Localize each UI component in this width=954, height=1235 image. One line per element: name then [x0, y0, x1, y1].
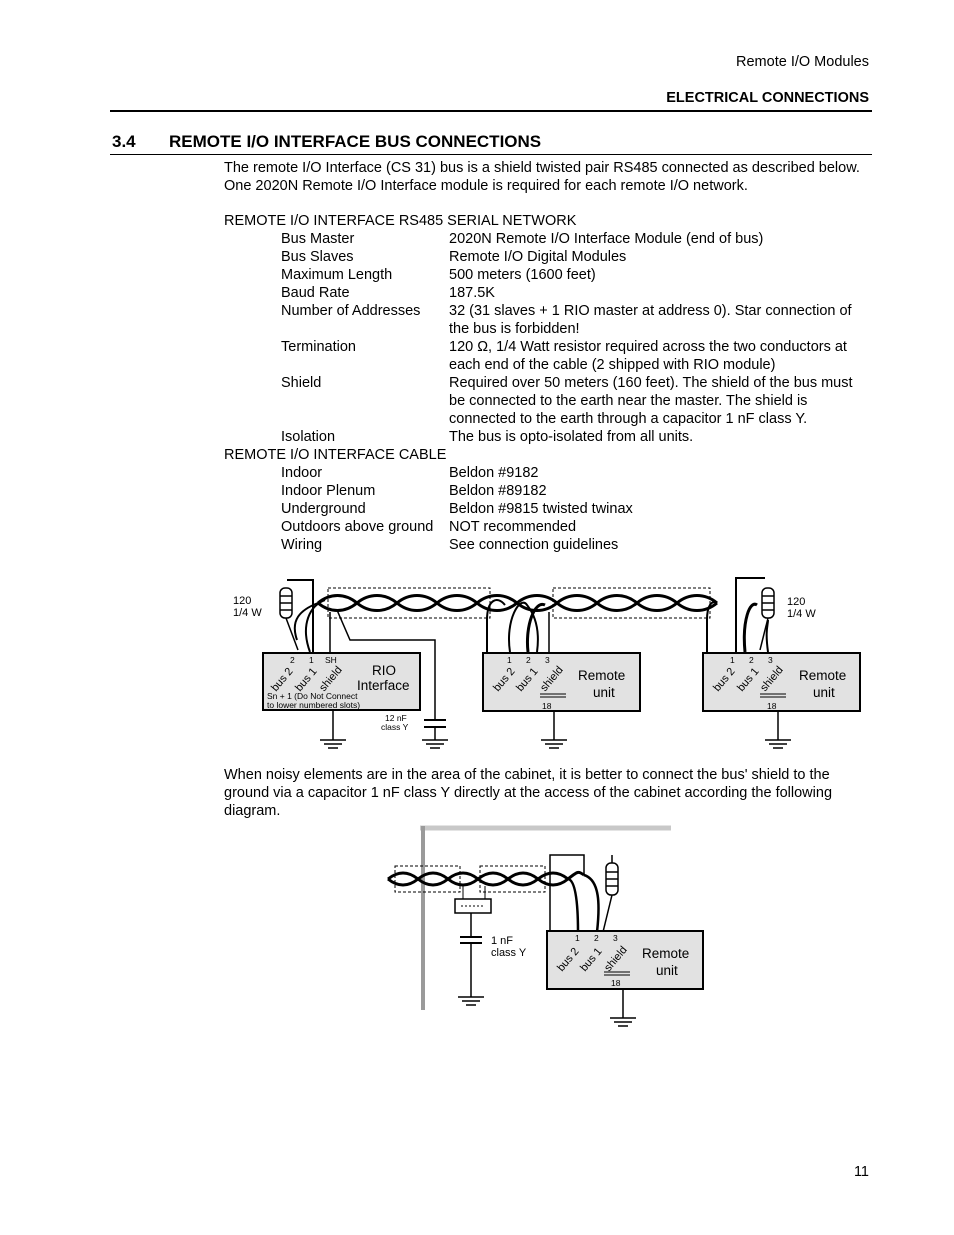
- spec-label: Indoor Plenum: [281, 483, 376, 499]
- noise-paragraph: When noisy elements are in the area of the cabinet, it is better to connect the bus' shield to the ground via a capacitor 1 nF class Y directly at the access of the cabinet according the following diagram.: [224, 767, 833, 819]
- remote-unit-2: [703, 653, 860, 711]
- rio-interface-module: [263, 653, 420, 710]
- unit-term-bus1: bus 1: [514, 665, 541, 694]
- capacitor-icon: [422, 720, 448, 748]
- section-title: REMOTE I/O INTERFACE BUS CONNECTIONS: [169, 132, 542, 151]
- right-resistor-value: 120: [787, 596, 806, 608]
- remote-unit-1: [483, 653, 640, 711]
- rio-pin-2: 2: [290, 655, 295, 665]
- spec-label: Baud Rate: [281, 285, 350, 301]
- rio-term-bus2: bus 2: [269, 665, 296, 694]
- spec-value: Beldon #89182: [449, 483, 547, 499]
- right-term-lead: [736, 578, 765, 652]
- running-header-title: Remote I/O Modules: [736, 54, 869, 70]
- page-number: 11: [853, 1164, 869, 1180]
- unit-term-bus2: bus 2: [491, 665, 518, 694]
- unit2-ground-icon: [765, 711, 791, 748]
- unit-pin-3: 3: [768, 655, 773, 665]
- unit-term-bus2: bus 2: [711, 665, 738, 694]
- shield-segment-1: [328, 588, 490, 618]
- section-number: 3.4: [112, 132, 136, 151]
- spec-label: Outdoors above ground: [281, 519, 434, 535]
- right-resistor-rating: 1/4 W: [787, 608, 816, 620]
- spec-value: NOT recommended: [449, 519, 577, 535]
- cabinet-unit-ground-icon: [610, 989, 636, 1026]
- shield-segment-inside: [480, 866, 545, 892]
- shield-segment-2: [553, 588, 710, 618]
- spec-label: Wiring: [281, 537, 323, 553]
- unit-pin-1: 1: [575, 933, 580, 943]
- spec-value: Remote I/O Digital Modules: [449, 249, 627, 265]
- unit-name-line1: Remote: [799, 668, 847, 683]
- spec-value: 500 meters (1600 feet): [449, 267, 596, 283]
- spec-label: Shield: [281, 375, 322, 391]
- cabinet-capacitor-value: 1 nF: [491, 935, 514, 947]
- unit-term-shield: shield: [602, 944, 630, 974]
- capacitor-value: 12 nF: [385, 713, 407, 723]
- intro-paragraph: The remote I/O Interface (CS 31) bus is a shield twisted pair RS485 connected as described below. One 2020N Remote I/O Interface module is required for each remote I/O network.: [224, 160, 860, 194]
- cable-heading: REMOTE I/O INTERFACE CABLE: [224, 447, 447, 463]
- cabinet-resistor-lead: [603, 895, 612, 932]
- spec-label: Termination: [281, 339, 356, 355]
- unit-pin-2: 2: [749, 655, 754, 665]
- spec-value: Beldon #9815 twisted twinax: [449, 501, 633, 517]
- spec-value: The bus is opto-isolated from all units.: [449, 429, 694, 445]
- unit-name-line2: unit: [656, 963, 678, 978]
- spec-label: Underground: [281, 501, 366, 517]
- cabinet-wire-b: [388, 873, 568, 885]
- capacitor-class: class Y: [381, 722, 409, 732]
- spec-label: Maximum Length: [281, 267, 393, 283]
- unit-term-bus2: bus 2: [555, 945, 582, 974]
- spec-value: 120 Ω, 1/4 Watt resistor required across the two conductors at each end of the cable (2 shipped with RIO module): [449, 339, 847, 373]
- rio-pin-1: 1: [309, 655, 314, 665]
- rio-term-shield: shield: [317, 664, 345, 694]
- left-resistor-value: 120: [233, 595, 252, 607]
- cabinet-shield-diagram: [388, 826, 703, 1026]
- unit-pin-3: 3: [545, 655, 550, 665]
- cabinet-drop-1: [568, 879, 578, 932]
- unit-term-bus1: bus 1: [735, 665, 762, 694]
- unit1-ground-icon: [541, 711, 567, 748]
- spec-value: Required over 50 meters (160 feet). The shield of the bus must be connected to the earth near the master. The shield is connected to the earth through a capacitor 1 nF class Y.: [449, 375, 853, 427]
- left-resistor-rating: 1/4 W: [233, 607, 262, 619]
- network-heading: REMOTE I/O INTERFACE RS485 SERIAL NETWORK: [224, 213, 577, 229]
- spec-value: Beldon #9182: [449, 465, 539, 481]
- spec-label: Indoor: [281, 465, 323, 481]
- rio-pin-sh: SH: [325, 655, 337, 665]
- spec-value: 2020N Remote I/O Interface Module (end of bus): [449, 231, 764, 247]
- cabinet-drop-2: [584, 875, 599, 932]
- unit-pin-3: 3: [613, 933, 618, 943]
- unit-name-line1: Remote: [642, 946, 690, 961]
- right-drop-2: [744, 604, 757, 652]
- unit-name-line2: unit: [593, 685, 615, 700]
- spec-value: 32 (31 slaves + 1 RIO master at address 0). Star connection of the bus is forbidden!: [449, 303, 852, 337]
- spec-label: Bus Master: [281, 231, 355, 247]
- unit-pin-2: 2: [594, 933, 599, 943]
- unit-pin-1: 1: [730, 655, 735, 665]
- spec-value: 187.5K: [449, 285, 495, 301]
- spec-label: Bus Slaves: [281, 249, 354, 265]
- right-drop-1: [707, 602, 717, 652]
- cabinet-capacitor-class: class Y: [491, 947, 527, 959]
- rio-name-line2: Interface: [357, 678, 410, 693]
- running-header-chapter: ELECTRICAL CONNECTIONS: [666, 90, 869, 106]
- unit-pin-18: 18: [542, 701, 552, 711]
- unit-pin-2: 2: [526, 655, 531, 665]
- unit-term-shield: shield: [538, 664, 566, 694]
- rio-ground-icon: [320, 710, 346, 748]
- spec-label: Isolation: [281, 429, 336, 445]
- rio-note-line1: Sn + 1 (Do Not Connect: [267, 691, 358, 701]
- unit-pin-18: 18: [611, 978, 621, 988]
- unit-name-line1: Remote: [578, 668, 626, 683]
- spec-value: See connection guidelines: [449, 537, 619, 553]
- cabinet-capacitor-icon: [458, 913, 484, 1005]
- rio-note-line2: to lower numbered slots): [267, 700, 361, 710]
- unit-term-shield: shield: [758, 664, 786, 694]
- unit-term-bus1: bus 1: [578, 945, 605, 974]
- unit-name-line2: unit: [813, 685, 835, 700]
- unit-pin-18: 18: [767, 701, 777, 711]
- rio-name-line1: RIO: [372, 663, 397, 678]
- spec-label: Number of Addresses: [281, 303, 421, 319]
- rio-term-bus1: bus 1: [293, 665, 320, 694]
- unit-pin-1: 1: [507, 655, 512, 665]
